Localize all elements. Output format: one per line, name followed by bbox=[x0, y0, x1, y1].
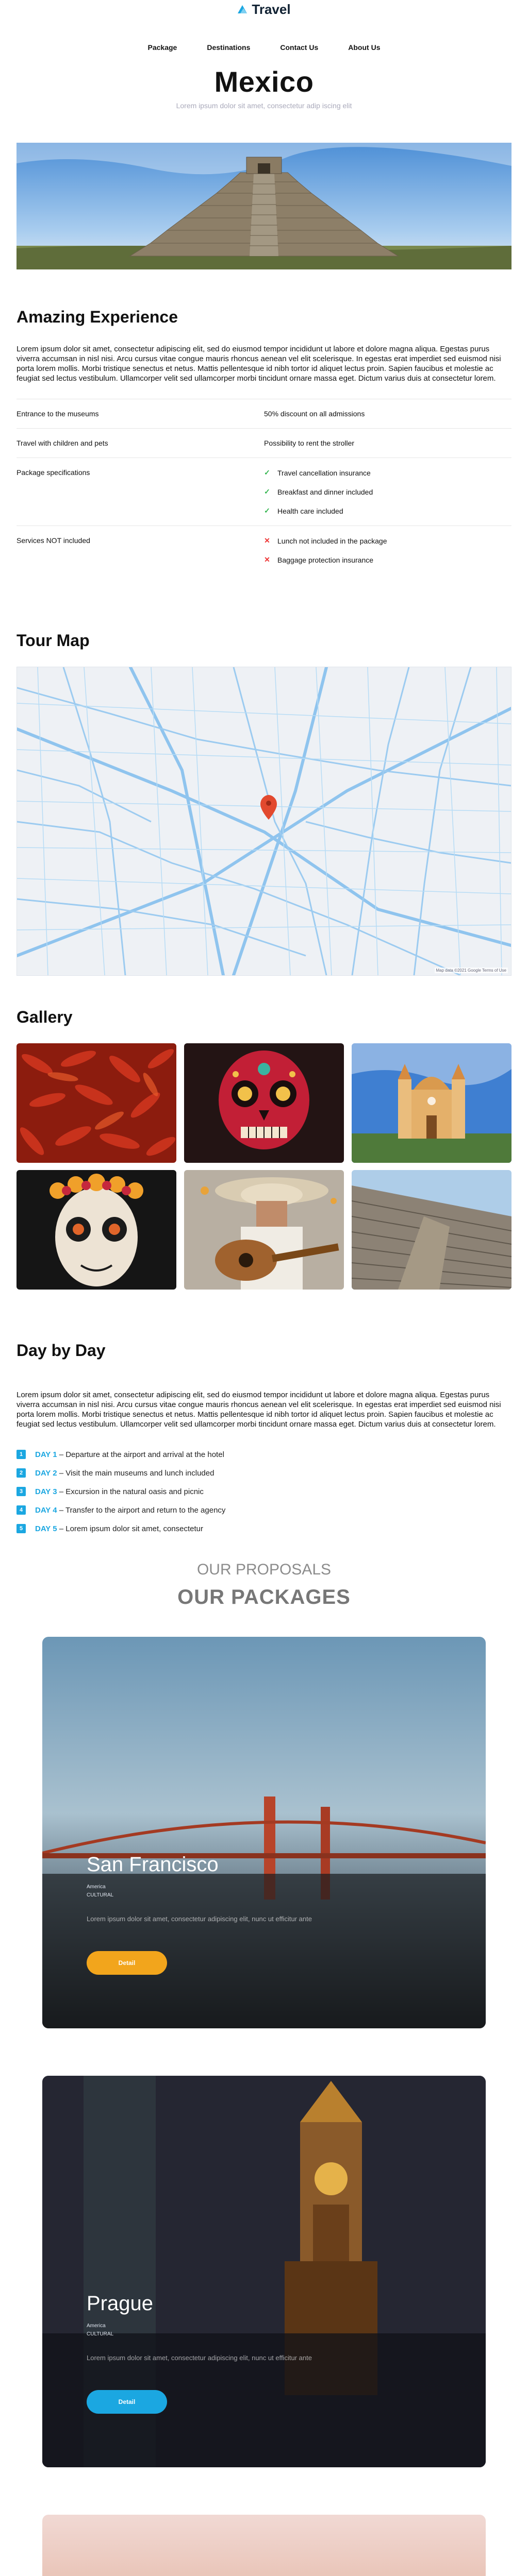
packages-title: OUR PACKAGES bbox=[177, 1586, 351, 1608]
list-item bbox=[16, 1487, 512, 1496]
step-number: 1 bbox=[16, 1450, 26, 1459]
day-by-day-title: Day by Day bbox=[16, 1341, 106, 1360]
gallery-image-pyramid-ruins[interactable] bbox=[352, 1170, 512, 1290]
feature-label: Baggage protection insurance bbox=[277, 555, 374, 564]
list-item bbox=[16, 1505, 512, 1515]
card-detail-button[interactable]: Detail bbox=[87, 2390, 167, 2414]
gallery-image-chili-peppers[interactable] bbox=[16, 1043, 176, 1163]
card-category: CULTURAL bbox=[87, 2331, 114, 2337]
step-text: – Visit the main museums and lunch included bbox=[59, 1468, 214, 1478]
card-location: America bbox=[87, 1884, 106, 1890]
package-card-prague[interactable] bbox=[42, 2076, 486, 2467]
experience-table bbox=[16, 399, 512, 574]
list-item bbox=[264, 555, 512, 564]
table-row bbox=[16, 429, 512, 458]
page-subtitle: Lorem ipsum dolor sit amet, consectetur adip iscing elit bbox=[176, 101, 352, 110]
row-label: Travel with children and pets bbox=[16, 439, 108, 447]
tour-map-title: Tour Map bbox=[16, 631, 90, 650]
travel-logo-icon bbox=[237, 4, 248, 14]
card-title: Prague bbox=[87, 2292, 153, 2315]
check-icon: ✓ bbox=[264, 506, 270, 515]
step-text: – Transfer to the airport and return to the agency bbox=[59, 1505, 226, 1515]
itinerary-list bbox=[16, 1450, 512, 1533]
check-icon: ✓ bbox=[264, 468, 270, 477]
nav-destinations[interactable]: Destinations bbox=[207, 43, 251, 52]
step-day: DAY 1 bbox=[35, 1450, 57, 1459]
gallery-grid bbox=[16, 1043, 512, 1290]
brand-name: Travel bbox=[252, 1, 291, 17]
hero-pyramid-image bbox=[16, 143, 512, 269]
card-description: Lorem ipsum dolor sit amet, consectetur adipiscing elit, nunc ut efficitur ante bbox=[87, 1915, 312, 1923]
row-value: Possibility to rent the stroller bbox=[264, 439, 355, 447]
gallery-image-sugar-skull[interactable] bbox=[184, 1043, 344, 1163]
card-category: CULTURAL bbox=[87, 1892, 114, 1898]
experience-text: Lorem ipsum dolor sit amet, consectetur adipiscing elit, sed do eiusmod tempor incididunt ut labore et dolore magna aliqua. Egestas purus viverra accumsan in nisl nisi. Arcu cursus vitae congue mauris rhoncus aenean vel elit scelerisque. In egestas erat imperdiet sed euismod nisi porta lorem mollis. Morbi tristique senectus et netus. Mattis pellentesque id nibh tortor id aliquet lectus proin. Sapien faucibus et molestie ac feugiat sed lectus vestibulum. Ullamcorper velit sed ullamcorper morbi tincidunt ornare massa eget. Dictum varius duis at consectetur lorem. bbox=[16, 345, 501, 383]
step-number: 3 bbox=[16, 1487, 26, 1496]
brand[interactable] bbox=[16, 0, 512, 19]
feature-label: Travel cancellation insurance bbox=[277, 468, 371, 477]
proposals-kicker: OUR PROPOSALS bbox=[196, 1561, 332, 1578]
step-text: – Lorem ipsum dolor sit amet, consectetur bbox=[59, 1524, 204, 1533]
step-day: DAY 4 bbox=[35, 1505, 57, 1515]
row-label: Package specifications bbox=[16, 468, 90, 477]
list-item bbox=[264, 468, 512, 477]
table-row bbox=[16, 458, 512, 526]
card-title: San Francisco bbox=[87, 1853, 219, 1876]
card-description: Lorem ipsum dolor sit amet, consectetur adipiscing elit, nunc ut efficitur ante bbox=[87, 2354, 312, 2362]
nav-about-us[interactable]: About Us bbox=[348, 43, 381, 52]
table-row bbox=[16, 399, 512, 429]
feature-label: Health care included bbox=[277, 506, 343, 515]
experience-title: Amazing Experience bbox=[16, 308, 178, 326]
list-item bbox=[264, 536, 512, 545]
card-image-florence-dome bbox=[42, 2515, 486, 2576]
page-title: Mexico bbox=[214, 65, 314, 98]
gallery-image-catrina-face[interactable] bbox=[16, 1170, 176, 1290]
step-number: 2 bbox=[16, 1468, 26, 1478]
check-icon: ✓ bbox=[264, 487, 270, 496]
nav-contact-us[interactable]: Contact Us bbox=[280, 43, 319, 52]
gallery-image-colonial-church[interactable] bbox=[352, 1043, 512, 1163]
list-item bbox=[16, 1524, 512, 1533]
row-value: 50% discount on all admissions bbox=[264, 410, 365, 418]
feature-label: Lunch not included in the package bbox=[277, 536, 387, 545]
card-location: America bbox=[87, 2323, 106, 2329]
list-item bbox=[264, 487, 512, 496]
list-item bbox=[16, 1468, 512, 1478]
package-card-san-francisco[interactable] bbox=[42, 1637, 486, 2028]
feature-label: Breakfast and dinner included bbox=[277, 487, 373, 496]
row-label: Services NOT included bbox=[16, 536, 90, 545]
step-text: – Departure at the airport and arrival at the hotel bbox=[59, 1450, 224, 1459]
table-row bbox=[16, 526, 512, 574]
package-card-italy[interactable] bbox=[42, 2515, 486, 2576]
excluded-list bbox=[264, 536, 512, 564]
cross-icon: ✕ bbox=[264, 555, 270, 564]
included-list bbox=[264, 468, 512, 515]
step-day: DAY 3 bbox=[35, 1487, 57, 1496]
tour-map[interactable] bbox=[16, 667, 512, 976]
day-by-day-text: Lorem ipsum dolor sit amet, consectetur adipiscing elit, sed do eiusmod tempor incididunt ut labore et dolore magna aliqua. Egestas purus viverra accumsan in nisl nisi. Arcu cursus vitae congue mauris rhoncus aenean vel elit scelerisque. In egestas erat imperdiet sed euismod nisi porta lorem mollis. Morbi tristique senectus et netus. Mattis pellentesque id nibh tortor id aliquet lectus proin. Sapien faucibus et molestie ac feugiat sed lectus vestibulum. Ullamcorper velit sed ullamcorper morbi tincidunt ornare massa eget. Dictum varius duis at consectetur lorem. bbox=[16, 1391, 501, 1429]
step-text: – Excursion in the natural oasis and picnic bbox=[59, 1487, 204, 1496]
step-day: DAY 5 bbox=[35, 1524, 57, 1533]
map-roads bbox=[17, 667, 511, 975]
row-label: Entrance to the museums bbox=[16, 410, 99, 418]
gallery-title: Gallery bbox=[16, 1008, 73, 1026]
main-nav bbox=[16, 43, 512, 52]
card-detail-button[interactable]: Detail bbox=[87, 1951, 167, 1975]
list-item bbox=[264, 506, 512, 515]
nav-package[interactable]: Package bbox=[147, 43, 177, 52]
list-item bbox=[16, 1450, 512, 1459]
step-number: 4 bbox=[16, 1505, 26, 1515]
step-day: DAY 2 bbox=[35, 1468, 57, 1478]
map-attribution: Map data ©2021 Google Terms of Use bbox=[435, 968, 508, 973]
gallery-image-mariachi-guitarist[interactable] bbox=[184, 1170, 344, 1290]
cross-icon: ✕ bbox=[264, 536, 270, 545]
step-number: 5 bbox=[16, 1524, 26, 1533]
site-header bbox=[16, 0, 512, 67]
